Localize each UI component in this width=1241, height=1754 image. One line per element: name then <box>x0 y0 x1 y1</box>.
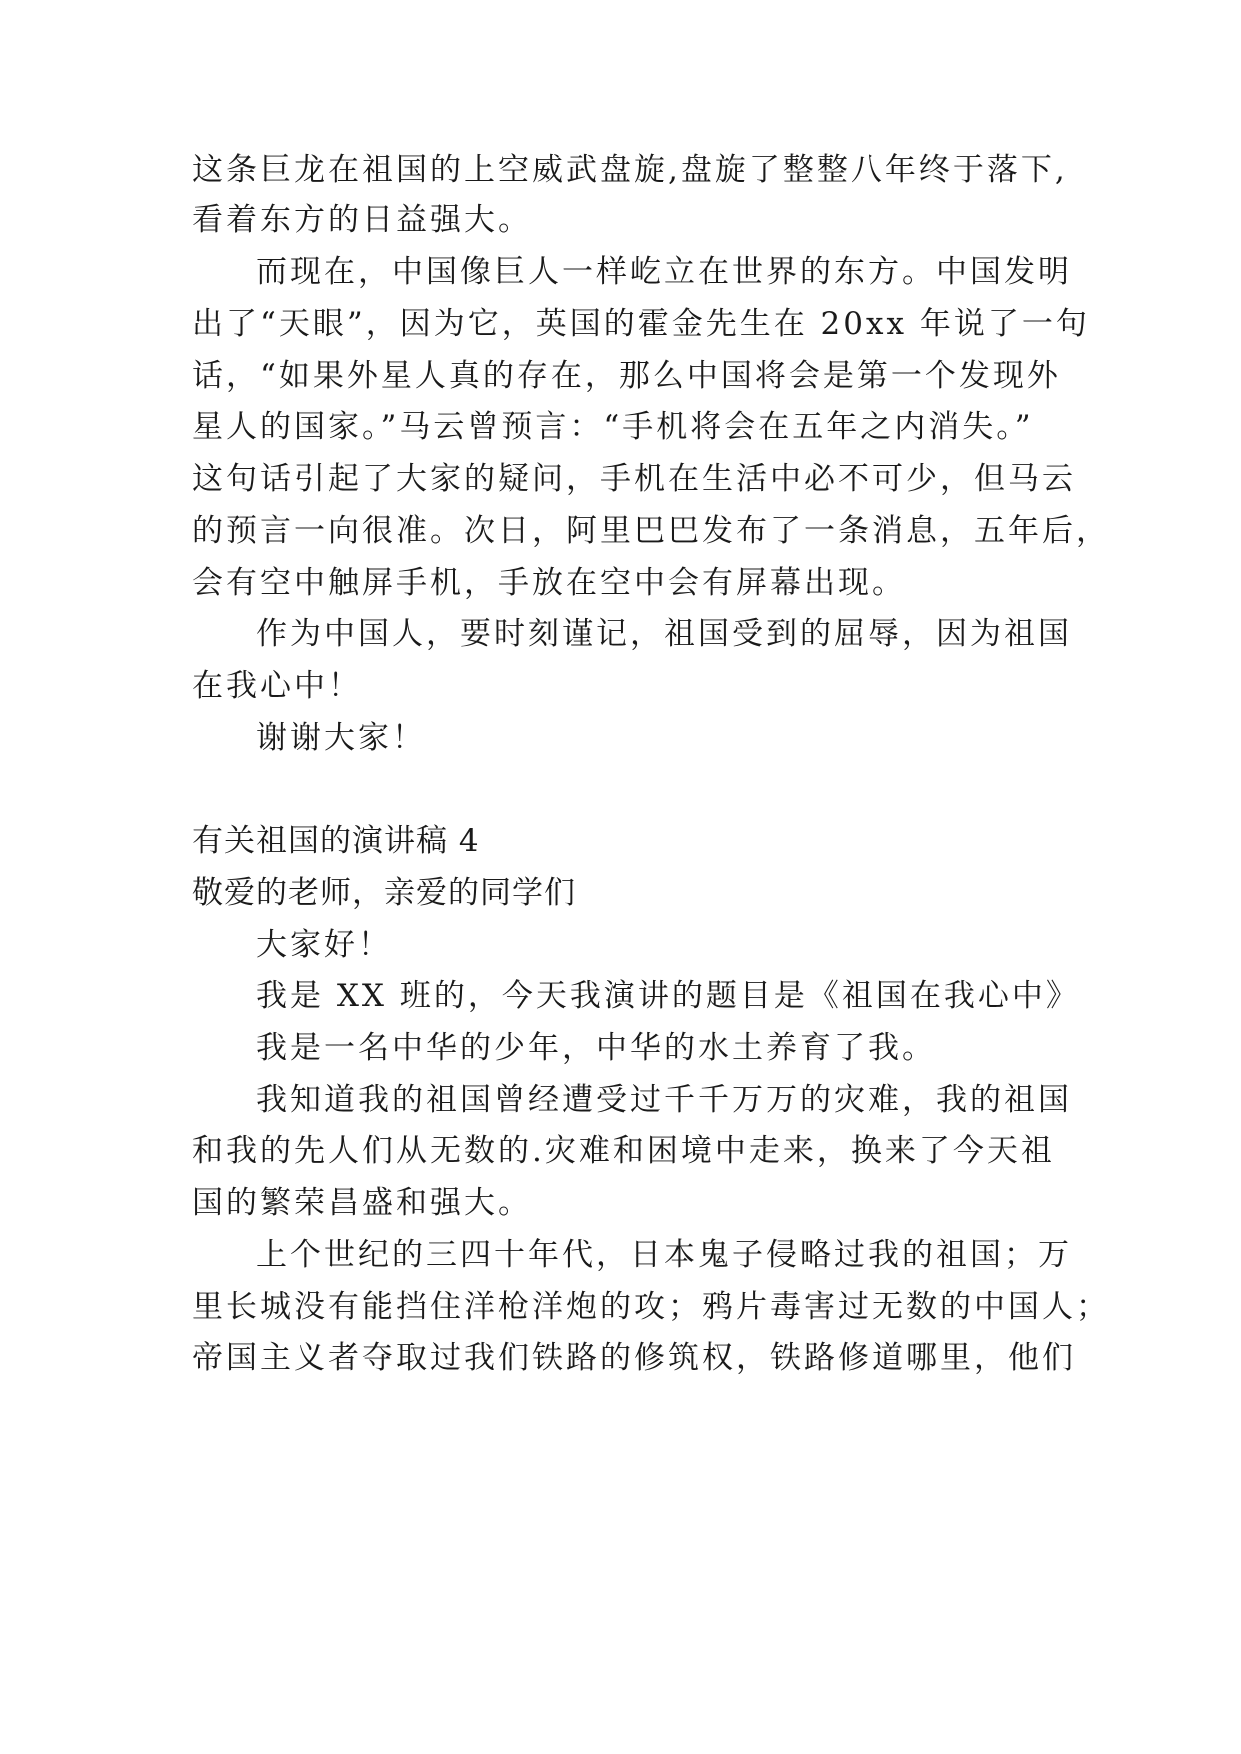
paragraph-line: 我知道我的祖国曾经遭受过千千万万的灾难，我的祖国 <box>256 1082 1072 1118</box>
paragraph-line: 出了“天眼”，因为它，英国的霍金先生在 20xx 年说了一句 <box>192 306 1090 342</box>
paragraph-line: 这条巨龙在祖国的上空威武盘旋,盘旋了整整八年终于落下, <box>192 152 1068 188</box>
paragraph-line: 会有空中触屏手机，手放在空中会有屏幕出现。 <box>192 565 906 601</box>
paragraph-line: 这句话引起了大家的疑问，手机在生活中必不可少，但马云 <box>192 461 1076 497</box>
paragraph-line: 我是 XX 班的，今天我演讲的题目是《祖国在我心中》 <box>256 978 1080 1014</box>
paragraph-line: 在我心中！ <box>192 668 362 704</box>
section-title: 有关祖国的演讲稿 4 <box>192 823 480 859</box>
paragraph-line: 帝国主义者夺取过我们铁路的修筑权，铁路修道哪里，他们 <box>192 1340 1076 1376</box>
paragraph-line: 作为中国人，要时刻谨记，祖国受到的屈辱，因为祖国 <box>256 616 1072 652</box>
paragraph-line: 谢谢大家！ <box>256 720 426 756</box>
paragraph-line: 我是一名中华的少年，中华的水土养育了我。 <box>256 1030 936 1066</box>
paragraph-line: 上个世纪的三四十年代，日本鬼子侵略过我的祖国；万 <box>256 1237 1072 1273</box>
paragraph-line: 话，“如果外星人真的存在，那么中国将会是第一个发现外 <box>192 358 1061 394</box>
paragraph-line: 大家好！ <box>256 927 392 963</box>
paragraph-line: 而现在，中国像巨人一样屹立在世界的东方。中国发明 <box>256 254 1072 290</box>
paragraph-line: 里长城没有能挡住洋枪洋炮的攻；鸦片毒害过无数的中国人； <box>192 1289 1110 1325</box>
paragraph-line: 和我的先人们从无数的.灾难和困境中走来，换来了今天祖 <box>192 1133 1055 1169</box>
salutation-line: 敬爱的老师，亲爱的同学们 <box>192 875 576 911</box>
paragraph-line: 星人的国家。”马云曾预言：“手机将会在五年之内消失。” <box>192 409 1034 445</box>
paragraph-line: 看着东方的日益强大。 <box>192 202 532 238</box>
paragraph-line: 的预言一向很准。次日，阿里巴巴发布了一条消息，五年后， <box>192 513 1110 549</box>
paragraph-line: 国的繁荣昌盛和强大。 <box>192 1185 532 1221</box>
